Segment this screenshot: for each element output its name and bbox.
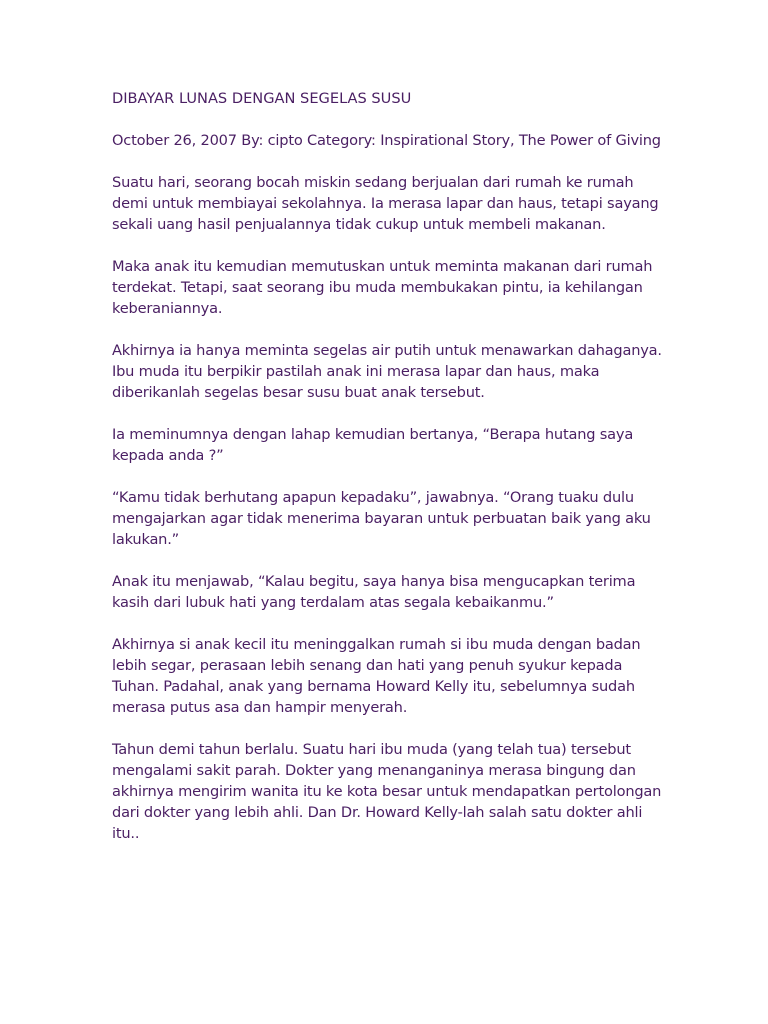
paragraph-5: “Kamu tidak berhutang apapun kepadaku”, jawabnya. “Orang tuaku dulu mengajarkan agar tidak menerima bayaran untuk perbuatan baik yang aku lakukan.” — [112, 489, 651, 548]
paragraph-2: Maka anak itu kemudian memutuskan untuk meminta makanan dari rumah terdekat. Tetapi, saat seorang ibu muda membukakan pintu, ia kehilangan keberaniannya. — [112, 258, 653, 317]
paragraph-8: Tahun demi tahun berlalu. Suatu hari ibu muda (yang telah tua) tersebut mengalami sakit parah. Dokter yang menanganinya merasa bingung dan akhirnya mengirim wanita itu ke kota besar untuk mendapatkan pertolongan dari dokter yang lebih ahli. Dan Dr. Howard Kelly-lah salah satu dokter ahli itu.. — [112, 741, 662, 842]
document-page — [112, 88, 672, 865]
paragraph-7: Akhirnya si anak kecil itu meninggalkan rumah si ibu muda dengan badan lebih segar, perasaan lebih senang dan hati yang penuh syukur kepada Tuhan. Padahal, anak yang bernama Howard Kelly itu, sebelumnya sudah merasa putus asa dan hampir menyerah. — [112, 636, 641, 716]
paragraph-3: Akhirnya ia hanya meminta segelas air putih untuk menawarkan dahaganya. Ibu muda itu berpikir pastilah anak ini merasa lapar dan haus, maka diberikanlah segelas besar susu buat anak tersebut. — [112, 342, 662, 401]
paragraph-6: Anak itu menjawab, “Kalau begitu, saya hanya bisa mengucapkan terima kasih dari lubuk hati yang terdalam atas segala kebaikanmu.” — [112, 573, 636, 611]
document-title: DIBAYAR LUNAS DENGAN SEGELAS SUSU — [112, 90, 412, 107]
document-meta: October 26, 2007 By: cipto Category: Inspirational Story, The Power of Giving — [112, 132, 661, 149]
paragraph-4: Ia meminumnya dengan lahap kemudian bertanya, “Berapa hutang saya kepada anda ?” — [112, 426, 634, 464]
paragraph-1: Suatu hari, seorang bocah miskin sedang berjualan dari rumah ke rumah demi untuk membiayai sekolahnya. Ia merasa lapar dan haus, tetapi sayang sekali uang hasil penjualannya tidak cukup untuk membeli makanan. — [112, 174, 659, 233]
